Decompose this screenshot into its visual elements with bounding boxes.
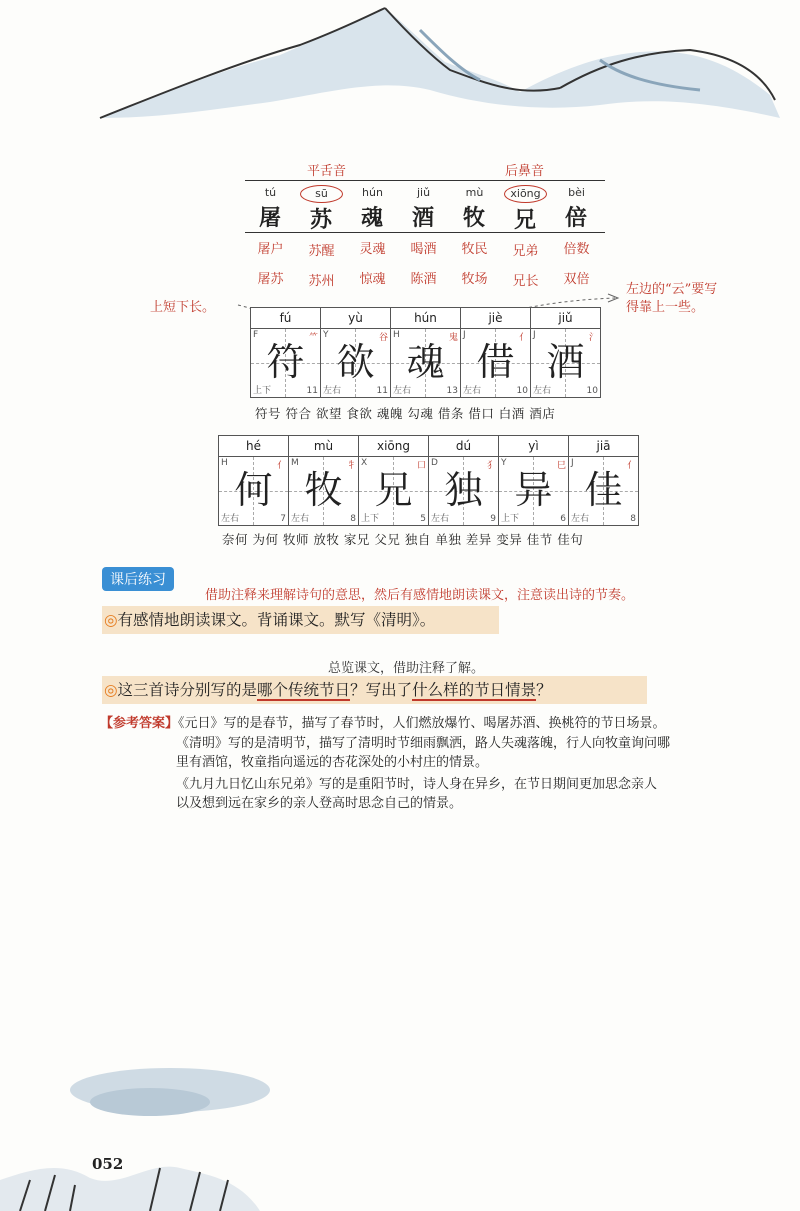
radical: 亻 [626, 461, 636, 471]
stroke-count: 11 [306, 386, 318, 396]
radical: 亻 [518, 333, 528, 343]
exercise-question-2 [102, 676, 647, 704]
cell-pinyin: hún [391, 308, 460, 329]
question-1-text: 有感情地朗读课文。背诵课文。默写《清明》。 [117, 611, 436, 629]
cell-pinyin: yù [321, 308, 390, 329]
vocab-word: 苏州 [308, 274, 335, 289]
note-cloud-part-1: 左边的“云”要写 [626, 282, 718, 297]
cell-pinyin: jiā [569, 436, 638, 457]
bullet-mark: ◎ [104, 611, 118, 629]
question-2-part: ？ [536, 681, 552, 699]
vocab-column [551, 185, 602, 295]
cell-pinyin: mù [289, 436, 358, 457]
tian-box [391, 329, 460, 397]
vocab-pinyin: bèi [568, 186, 585, 199]
radical: 犭 [486, 461, 496, 471]
grid-cell [531, 308, 600, 397]
vocab-column [449, 185, 500, 295]
stroke-count: 13 [446, 386, 458, 396]
vocab-pinyin: tú [264, 186, 277, 199]
vocab-character: 酒 [411, 205, 435, 231]
exercise-question-1 [102, 606, 499, 634]
practice-character: 异 [514, 468, 553, 512]
bullet-mark: ◎ [104, 681, 118, 699]
tian-box [499, 457, 568, 525]
question-2-part: ？写出了 [350, 681, 413, 699]
note-short-top-long-bottom: 上短下长。 [150, 300, 216, 315]
stroke-count: 9 [490, 514, 496, 524]
vocab-character: 魂 [360, 205, 384, 231]
answer-text: 《元日》写的是春节，描写了春节时，人们燃放爆竹、喝屠苏酒、换桃符的节日场景。 [178, 716, 666, 731]
vocab-word: 屠苏 [257, 272, 284, 287]
tian-box [531, 329, 600, 397]
stroke-count: 5 [420, 514, 426, 524]
index-letter: F [253, 330, 259, 340]
answer-label: 【参考答案】 [100, 716, 179, 731]
vocab-word: 喝酒 [410, 242, 437, 257]
tian-box [461, 329, 530, 397]
stroke-count: 11 [376, 386, 388, 396]
grid-cell [391, 308, 461, 397]
tian-box [251, 329, 320, 397]
ink-mountain-bottom [0, 1040, 800, 1211]
practice-character: 借 [476, 340, 515, 384]
answer-line-3: 里有酒馆，牧童指向遥远的杏花深处的小村庄的情景。 [176, 755, 489, 770]
stroke-count: 10 [586, 386, 598, 396]
vocab-column [245, 185, 296, 295]
vocab-pinyin-circled: xiōng [504, 185, 547, 203]
grid-cell [499, 436, 569, 525]
index-letter: M [291, 458, 299, 468]
index-letter: X [361, 458, 368, 468]
writing-grid-1 [250, 307, 601, 398]
cell-pinyin: yì [499, 436, 568, 457]
practice-character: 魂 [406, 340, 445, 384]
cell-pinyin: hé [219, 436, 288, 457]
grid-cell [461, 308, 531, 397]
tian-box [289, 457, 358, 525]
label-back-nasal: 后鼻音 [505, 164, 545, 179]
vocab-word: 兄长 [512, 274, 539, 289]
structure-label: 左右 [291, 514, 310, 524]
grid-cell [429, 436, 499, 525]
cell-pinyin: dú [429, 436, 498, 457]
exercise-badge: 课后练习 [102, 567, 174, 591]
grid2-word-list: 奈何 为何 牧师 放牧 家兄 父兄 独自 单独 差异 变异 佳节 佳句 [222, 532, 584, 547]
vocab-column [296, 185, 347, 297]
vocab-word: 牧场 [461, 272, 488, 287]
grid1-word-list: 符号 符合 欲望 食欲 魂魄 勾魂 借条 借口 白酒 酒店 [255, 406, 556, 421]
vocab-word: 倍数 [563, 242, 590, 257]
question-2-part: 这三首诗分别写的是 [117, 681, 258, 699]
exercise-hint-2: 总览课文，借助注释了解。 [328, 661, 485, 676]
radical: 鬼 [448, 333, 458, 343]
radical: 牜 [346, 461, 356, 471]
index-letter: J [571, 458, 574, 468]
grid-cell [359, 436, 429, 525]
cell-pinyin: fú [251, 308, 320, 329]
vocab-character: 苏 [309, 207, 333, 233]
stroke-count: 6 [560, 514, 566, 524]
vocab-pinyin: hún [362, 186, 383, 199]
index-letter: Y [501, 458, 507, 468]
structure-label: 上下 [253, 386, 272, 396]
structure-label: 左右 [463, 386, 482, 396]
writing-grid-2 [218, 435, 639, 526]
tian-box [321, 329, 390, 397]
vocab-pinyin: mù [465, 186, 484, 199]
radical: 巳 [556, 461, 566, 471]
practice-character: 牧 [304, 468, 343, 512]
vocab-character: 牧 [462, 205, 486, 231]
question-2-underlined: 什么样的节日情景 [412, 681, 537, 699]
vocab-column [347, 185, 398, 295]
practice-character: 佳 [584, 468, 623, 512]
vocab-top-rule [245, 180, 605, 181]
cell-pinyin: xiōng [359, 436, 428, 457]
vocab-word: 双倍 [563, 272, 590, 287]
grid-cell [289, 436, 359, 525]
vocab-word: 灵魂 [359, 242, 386, 257]
radical: 氵 [588, 333, 598, 343]
vocab-character: 倍 [564, 205, 588, 231]
vocab-word: 惊魂 [359, 272, 386, 287]
practice-character: 欲 [336, 340, 375, 384]
vocab-word: 牧民 [461, 242, 488, 257]
radical: 口 [416, 461, 426, 471]
tian-box [219, 457, 288, 525]
tian-box [569, 457, 638, 525]
practice-character: 兄 [374, 468, 413, 512]
radical: 亻 [276, 461, 286, 471]
exercise-hint-1: 借助注释来理解诗句的意思，然后有感情地朗读课文，注意读出诗的节奏。 [205, 588, 635, 603]
vocab-column [500, 185, 551, 297]
answer-line-2: 《清明》写的是清明节，描写了清明时节细雨飘洒，路人失魂落魄，行人向牧童询问哪 [176, 736, 671, 751]
structure-label: 左右 [323, 386, 342, 396]
vocab-word: 兄弟 [512, 244, 539, 259]
vocab-word: 屠户 [257, 242, 284, 257]
structure-label: 左右 [533, 386, 552, 396]
answer-line-4: 《九月九日忆山东兄弟》写的是重阳节时，诗人身在异乡，在节日期间更加思念亲人 [176, 777, 658, 792]
ink-mountain-top [0, 0, 800, 130]
practice-character: 何 [234, 468, 273, 512]
grid-cell [321, 308, 391, 397]
question-2-underlined: 哪个传统节日 [257, 681, 351, 699]
grid-cell [569, 436, 638, 525]
page-number: 052 [92, 1155, 124, 1173]
structure-label: 左右 [393, 386, 412, 396]
index-letter: H [393, 330, 400, 340]
practice-character: 符 [266, 340, 305, 384]
index-letter: J [463, 330, 466, 340]
stroke-count: 7 [280, 514, 286, 524]
grid-cell [219, 436, 289, 525]
radical: ⺮ [308, 333, 318, 343]
tian-box [359, 457, 428, 525]
index-letter: Y [323, 330, 329, 340]
practice-character: 独 [444, 468, 483, 512]
structure-label: 上下 [361, 514, 380, 524]
vocab-pinyin-circled: sū [300, 185, 343, 203]
structure-label: 左右 [571, 514, 590, 524]
vocab-word: 陈酒 [410, 272, 437, 287]
answer-line-5: 以及想到远在家乡的亲人登高时思念自己的情景。 [176, 796, 463, 811]
stroke-count: 8 [350, 514, 356, 524]
answer-line-1 [100, 714, 666, 733]
vocab-column [398, 185, 449, 295]
structure-label: 上下 [501, 514, 520, 524]
index-letter: D [431, 458, 438, 468]
tian-box [429, 457, 498, 525]
structure-label: 左右 [221, 514, 240, 524]
radical: 谷 [378, 333, 388, 343]
structure-label: 左右 [431, 514, 450, 524]
cell-pinyin: jiè [461, 308, 530, 329]
grid-cell [251, 308, 321, 397]
vocab-character: 屠 [258, 205, 282, 231]
vocab-pinyin: jiǔ [416, 186, 431, 199]
stroke-count: 10 [516, 386, 528, 396]
cell-pinyin: jiǔ [531, 308, 600, 329]
stroke-count: 8 [630, 514, 636, 524]
vocab-character: 兄 [513, 207, 537, 233]
index-letter: H [221, 458, 228, 468]
practice-character: 酒 [546, 340, 585, 384]
note-cloud-part-2: 得靠上一些。 [626, 300, 705, 315]
vocab-word: 苏醒 [308, 244, 335, 259]
index-letter: J [533, 330, 536, 340]
label-flat-tongue: 平舌音 [307, 164, 347, 179]
